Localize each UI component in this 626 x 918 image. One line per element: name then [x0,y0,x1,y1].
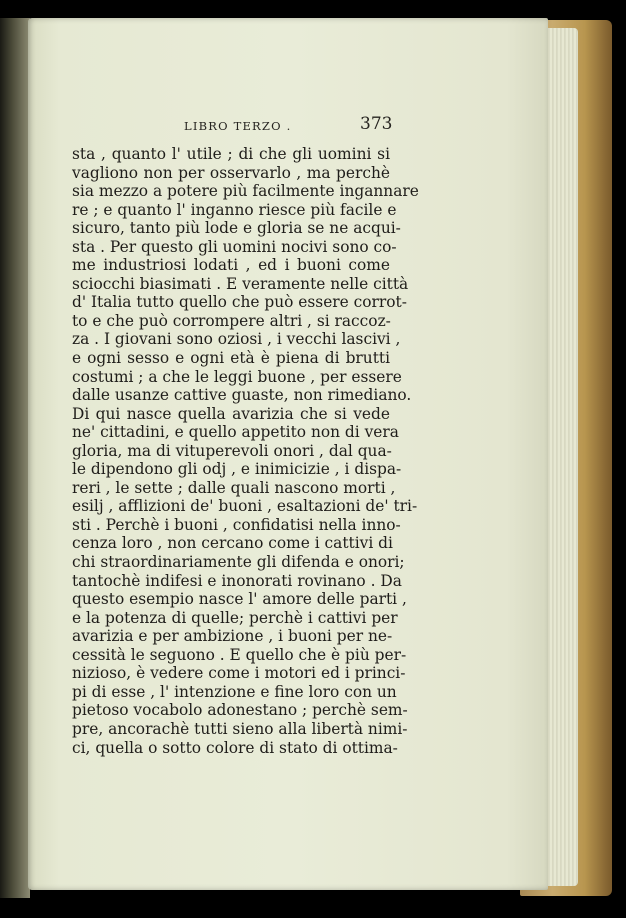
text-line: e ogni sesso e ogni età è piena di brutti [72,349,390,368]
text-line: sciocchi biasimati . E veramente nelle città [72,274,409,293]
text-line: questo esempio nasce l' amore delle parti , [72,590,407,609]
text-line: Di qui nasce quella avarizia che si vede [72,404,390,423]
text-line: sti . Perchè i buoni , confidatisi nella inno- [72,515,401,534]
text-line: costumi ; a che le leggi buone , per essere [72,367,402,386]
book-binding [0,18,30,898]
text-line: tantochè indifesi e inonorati rovinano . Da [72,571,402,590]
text-line: pre, ancorachè tutti sieno alla libertà nimi- [72,719,408,738]
text-line: d' Italia tutto quello che può essere corrot- [72,293,407,312]
text-line: pietoso vocabolo adonestano ; perchè sem- [72,701,408,720]
text-line: esilj , afflizioni de' buoni , esaltazioni de' tri- [72,497,418,516]
running-title: LIBRO TERZO . [184,119,292,133]
text-line: sta . Per questo gli uomini nocivi sono co- [72,237,397,256]
text-line: sta , quanto l' utile ; di che gli uomini si [72,145,390,163]
text-line: ci, quella o sotto colore di stato di ottima- [72,738,398,757]
text-line: chi straordinariamente gli difenda e onori; [72,553,405,572]
text-line: to e che può corrompere altri , si raccoz- [72,311,391,330]
page-number: 373 [360,114,393,134]
text-line: sicuro, tanto più lode e gloria se ne acqui- [72,219,401,238]
text-line: re ; e quanto l' inganno riesce più facile e [72,200,397,219]
text-line: ne' cittadini, e quello appetito non di vera [72,423,399,442]
text-line: cessità le seguono . E quello che è più per- [72,645,407,664]
text-line: sia mezzo a potere più facilmente ingannare [72,182,419,201]
text-line: reri , le sette ; dalle quali nascono morti , [72,478,396,497]
text-line: cenza loro , non cercano come i cattivi di [72,534,393,553]
text-line: me industriosi lodati , ed i buoni come [72,256,390,275]
text-line: avarizia e per ambizione , i buoni per ne- [72,627,393,646]
text-line: le dipendono gli odj , e inimicizie , i dispa- [72,460,402,479]
text-line: za . I giovani sono oziosi , i vecchi lascivi , [72,330,401,349]
text-line: pi di esse , l' intenzione e fine loro con un [72,682,397,701]
text-line: vagliono non per osservarlo , ma perchè [72,163,390,182]
body-text [72,145,419,757]
running-head [150,114,410,138]
text-line: nizioso, è vedere come i motori ed i princi- [72,664,406,683]
text-line: dalle usanze cattive guaste, non rimediano. [72,386,412,405]
text-line: e la potenza di quelle; perchè i cattivi per [72,608,398,627]
text-line: gloria, ma di vituperevoli onori , dal qua- [72,441,392,460]
